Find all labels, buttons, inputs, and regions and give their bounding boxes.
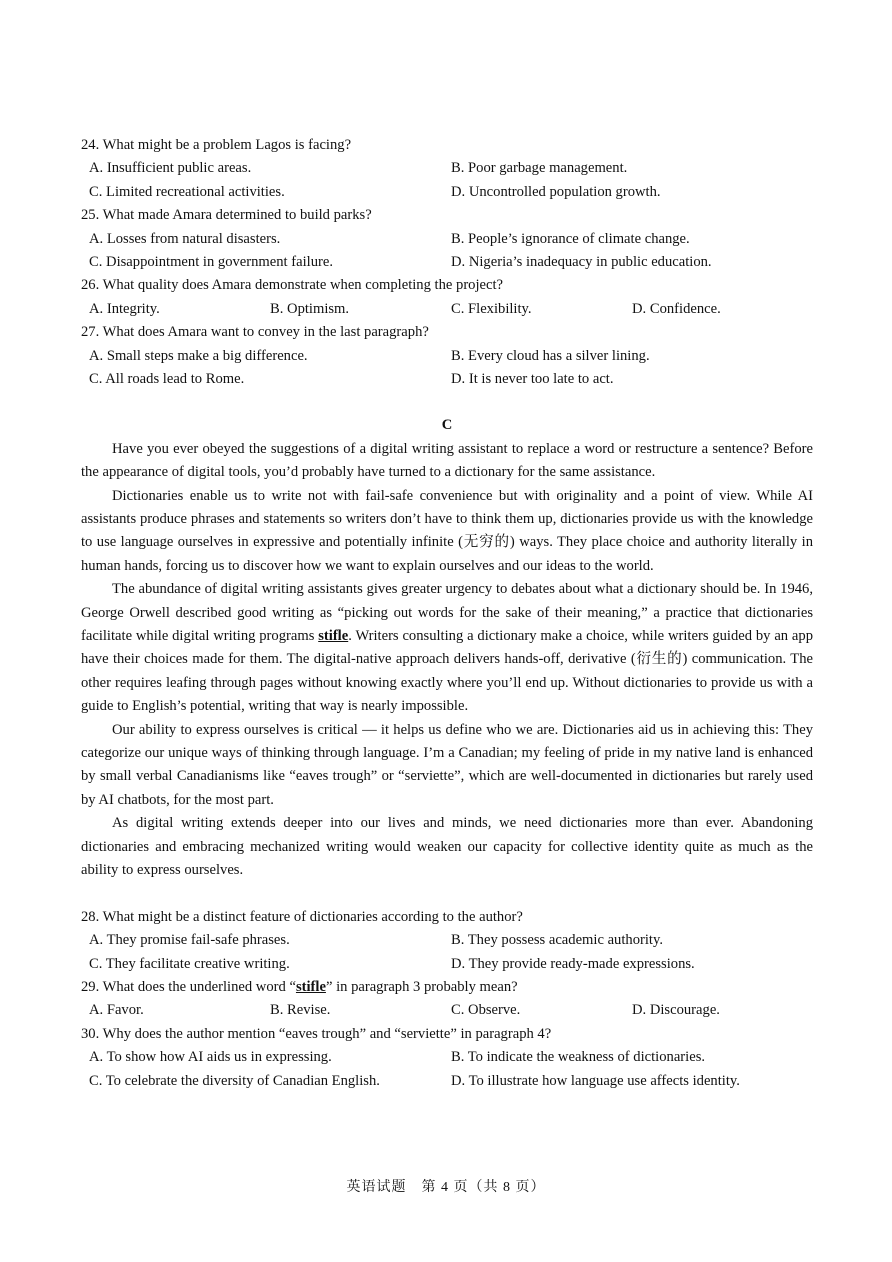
option-a: A. Integrity.: [89, 300, 160, 317]
option-c: C. All roads lead to Rome.: [89, 370, 245, 387]
question-28-stem: 28. What might be a distinct feature of dictionaries according to the author?: [81, 908, 523, 925]
option-c: C. Limited recreational activities.: [89, 183, 285, 200]
option-d: D. Uncontrolled population growth.: [451, 183, 661, 200]
question-25-options: [81, 251, 813, 274]
option-c: C. Disappointment in government failure.: [89, 253, 333, 270]
passage-paragraph-4: Our ability to express ourselves is critical — it helps us define who we are. Dictionaries aid us in achieving this: They categorize our unique ways of thinking through language. I’m a Canadian; my feeling of pride in my native land is enhanced by small verbal Canadianisms like “eaves trough” or “serviette”, which are well-documented in dictionaries but rarely used by AI chatbots, for the most part.: [81, 721, 813, 808]
option-a: A. Small steps make a big difference.: [89, 347, 308, 364]
question-27-stem: 27. What does Amara want to convey in the last paragraph?: [81, 324, 429, 341]
option-a: A. Insufficient public areas.: [89, 160, 252, 177]
spacer: [81, 882, 813, 905]
passage-paragraph-5: As digital writing extends deeper into our lives and minds, we need dictionaries more than ever. Abandoning dictionaries and embracing mechanized writing would weaken our capacity for collective identity quite as much as the ability to express ourselves.: [81, 815, 813, 878]
option-d: D. To illustrate how language use affects identity.: [451, 1072, 740, 1089]
option-d: D. Confidence.: [632, 300, 721, 317]
exam-page: [81, 134, 813, 1093]
stem-text: 29. What does the underlined word “: [81, 978, 296, 995]
option-c: C. Flexibility.: [451, 300, 532, 317]
option-d: D. They provide ready-made expressions.: [451, 955, 695, 972]
option-b: B. Revise.: [270, 1002, 331, 1019]
option-b: B. People’s ignorance of climate change.: [451, 230, 690, 247]
passage-paragraph-1: Have you ever obeyed the suggestions of a digital writing assistant to replace a word or restructure a sentence? Before the appearance of digital tools, you’d probably have turned to a dictionary for the same assistance.: [81, 440, 813, 481]
passage-paragraph-3: [81, 578, 813, 718]
question-30-options: [81, 1070, 813, 1093]
option-c: C. Observe.: [451, 1002, 521, 1019]
section-title: C: [441, 417, 453, 434]
passage-paragraph-2: Dictionaries enable us to write not with fail-safe convenience but with originality and a point of view. While AI assistants produce phrases and statements so writers don’t have to think them up, dictionaries provide us with the knowledge to use language ourselves in expressive and potentially infinite (无穷的) ways. They place choice and authority literally in human hands, forcing us to discover how we want to explain ourselves and our ideas to the world.: [81, 487, 813, 574]
question-29-stem: [81, 976, 813, 999]
option-c: C. They facilitate creative writing.: [89, 955, 290, 972]
question-24-options: [81, 157, 813, 180]
option-a: A. Losses from natural disasters.: [89, 230, 281, 247]
question-27-options: [81, 368, 813, 391]
option-b: B. Optimism.: [270, 300, 350, 317]
underlined-word: stifle: [295, 978, 326, 995]
question-28-options: [81, 953, 813, 976]
option-d: D. Nigeria’s inadequacy in public education.: [451, 253, 712, 270]
option-a: A. They promise fail-safe phrases.: [89, 932, 290, 949]
question-29-options: [81, 999, 813, 1022]
option-a: A. To show how AI aids us in expressing.: [89, 1049, 332, 1066]
question-27-options: [81, 345, 813, 368]
question-25-options: [81, 228, 813, 251]
option-c: C. To celebrate the diversity of Canadian English.: [89, 1072, 380, 1089]
option-b: B. Poor garbage management.: [451, 160, 628, 177]
option-b: B. They possess academic authority.: [451, 932, 663, 949]
question-28-options: [81, 929, 813, 952]
option-b: B. To indicate the weakness of dictionaries.: [451, 1049, 706, 1066]
paragraph-text: The abundance of digital writing assistants gives greater urgency to debates about what a dictionary should be. In 1946, George Orwell described good writing as “picking out words for the sake of their meaning,” a practice that dictionaries facilitate while digital writing programs: [81, 581, 813, 644]
question-24-stem: 24. What might be a problem Lagos is facing?: [81, 137, 352, 153]
paragraph-text: . Writers consulting a dictionary make a choice, while writers guided by an app have their choices made for them. The digital-native approach delivers hands-off, derivative (衍生的) communication. The other requires leafing through pages without knowing exactly where you’ll end up. Without dictionaries to provide us with a guide to English’s potential, writing that way is nearly impossible.: [81, 627, 813, 715]
page-footer: 英语试题 第 4 页（共 8 页）: [346, 1180, 546, 1195]
question-30-options: [81, 1046, 813, 1069]
question-24-options: [81, 181, 813, 204]
question-26-stem: 26. What quality does Amara demonstrate when completing the project?: [81, 277, 504, 294]
question-25-stem: 25. What made Amara determined to build parks?: [81, 207, 372, 224]
option-d: D. Discourage.: [632, 1002, 720, 1019]
question-26-options: [81, 298, 813, 321]
underlined-word: stifle: [318, 627, 349, 644]
question-30-stem: 30. Why does the author mention “eaves trough” and “serviette” in paragraph 4?: [81, 1025, 552, 1042]
option-d: D. It is never too late to act.: [451, 370, 614, 387]
option-b: B. Every cloud has a silver lining.: [451, 347, 650, 364]
stem-text: ” in paragraph 3 probably mean?: [325, 978, 518, 995]
option-a: A. Favor.: [89, 1002, 144, 1019]
